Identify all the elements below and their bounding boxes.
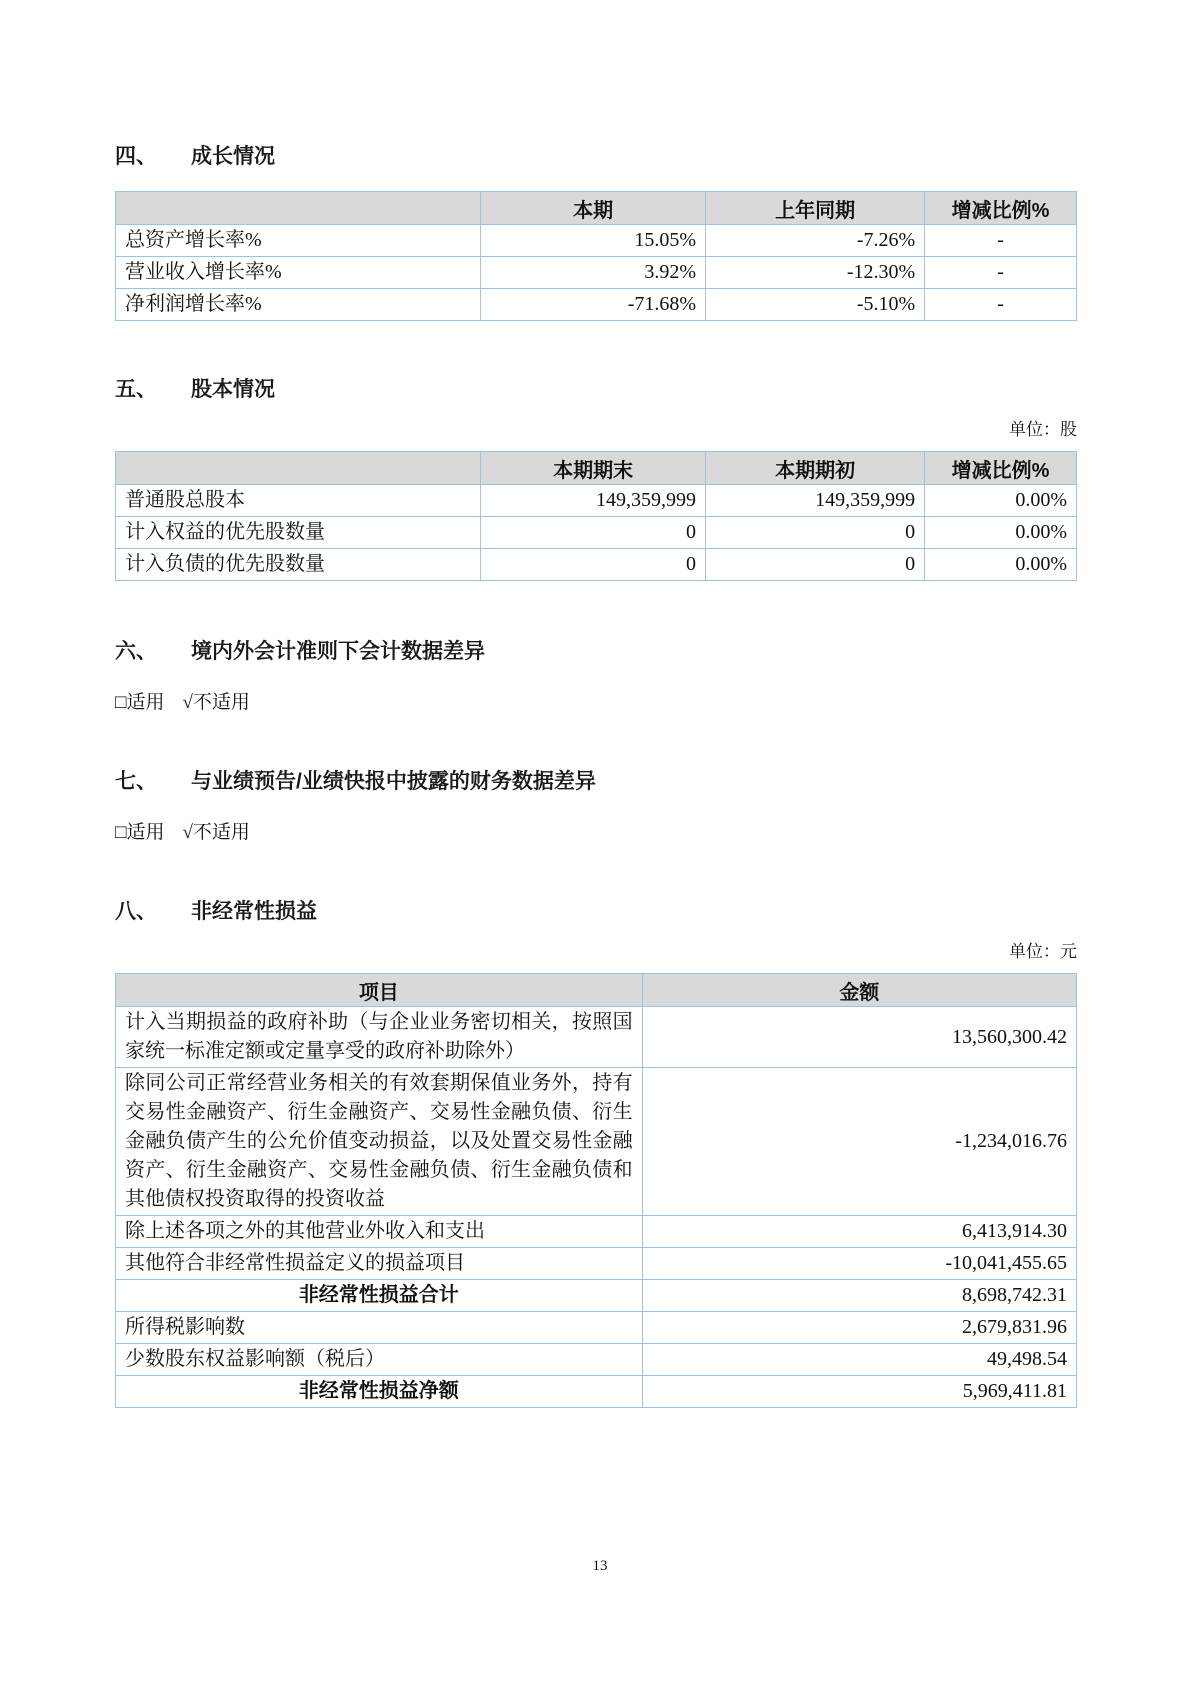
cell-amount: -10,041,455.65	[642, 1248, 1076, 1280]
cell-change: 0.00%	[925, 549, 1077, 581]
section-8-title: 非经常性损益	[191, 900, 317, 923]
section-4-title: 成长情况	[191, 145, 275, 168]
section-5-number: 五、	[115, 378, 157, 401]
share-table-header-row	[116, 452, 1077, 485]
header-cell-change-ratio: 增减比例%	[925, 192, 1077, 225]
section-8-heading	[115, 898, 1077, 926]
header-cell-prior-period: 上年同期	[706, 192, 925, 225]
items-table-header-row	[116, 974, 1077, 1007]
table-row	[116, 289, 1077, 321]
cell-prior: -12.30%	[706, 257, 925, 289]
cell-amount: -1,234,016.76	[642, 1068, 1076, 1216]
table-row	[116, 1248, 1077, 1280]
cell-amount: 49,498.54	[642, 1344, 1076, 1376]
cell-change: -	[925, 257, 1077, 289]
section-7-number: 七、	[115, 770, 157, 793]
table-row	[116, 1312, 1077, 1344]
table-row	[116, 485, 1077, 517]
cell-period-end: 0	[481, 549, 706, 581]
cell-amount: 13,560,300.42	[642, 1007, 1076, 1068]
page-number: 13	[592, 1558, 608, 1574]
row-label: 所得税影响数	[116, 1312, 643, 1344]
header-cell-period-end: 本期期末	[481, 452, 706, 485]
row-label: 计入负债的优先股数量	[116, 549, 481, 581]
row-label: 普通股总股本	[116, 485, 481, 517]
section-5-title: 股本情况	[191, 378, 275, 401]
header-cell-amount: 金额	[642, 974, 1076, 1007]
cell-period-end: 149,359,999	[481, 485, 706, 517]
table-row-total	[116, 1280, 1077, 1312]
section-4-heading	[115, 143, 1077, 171]
header-cell-item: 项目	[116, 974, 643, 1007]
section-6-number: 六、	[115, 640, 157, 663]
row-label: 计入当期损益的政府补助（与企业业务密切相关，按照国家统一标准定额或定量享受的政府补助除外）	[116, 1007, 643, 1068]
table-row-total	[116, 1376, 1077, 1408]
section-6-applicability	[115, 690, 1077, 716]
row-label-net-total: 非经常性损益净额	[116, 1376, 643, 1408]
row-label: 营业收入增长率%	[116, 257, 481, 289]
row-label-total: 非经常性损益合计	[116, 1280, 643, 1312]
cell-amount: 5,969,411.81	[642, 1376, 1076, 1408]
cell-change: 0.00%	[925, 485, 1077, 517]
cell-current: 3.92%	[481, 257, 706, 289]
row-label: 除同公司正常经营业务相关的有效套期保值业务外，持有交易性金融资产、衍生金融资产、交易性金融负债、衍生金融负债产生的公允价值变动损益，以及处置交易性金融资产、衍生金融资产、交易性金融负债、衍生金融负债和其他债权投资取得的投资收益	[116, 1068, 643, 1216]
table-row	[116, 517, 1077, 549]
unit-label-shares: 单位：股	[1009, 420, 1077, 439]
section-5-heading	[115, 376, 1077, 404]
row-label: 计入权益的优先股数量	[116, 517, 481, 549]
table-row	[116, 1344, 1077, 1376]
cell-period-end: 0	[481, 517, 706, 549]
header-cell-period-begin: 本期期初	[706, 452, 925, 485]
section-7-title: 与业绩预告/业绩快报中披露的财务数据差异	[191, 770, 596, 793]
row-label: 除上述各项之外的其他营业外收入和支出	[116, 1216, 643, 1248]
cell-change: -	[925, 225, 1077, 257]
cell-amount: 8,698,742.31	[642, 1280, 1076, 1312]
cell-amount: 2,679,831.96	[642, 1312, 1076, 1344]
table-row	[116, 1007, 1077, 1068]
cell-current: 15.05%	[481, 225, 706, 257]
table-row	[116, 549, 1077, 581]
cell-period-begin: 149,359,999	[706, 485, 925, 517]
unit-label-yuan: 单位：元	[1009, 942, 1077, 961]
table-row	[116, 225, 1077, 257]
row-label: 总资产增长率%	[116, 225, 481, 257]
cell-prior: -5.10%	[706, 289, 925, 321]
row-label: 净利润增长率%	[116, 289, 481, 321]
cell-change: 0.00%	[925, 517, 1077, 549]
cell-current: -71.68%	[481, 289, 706, 321]
header-cell-change-ratio: 增减比例%	[925, 452, 1077, 485]
table-row	[116, 257, 1077, 289]
row-label: 少数股东权益影响额（税后）	[116, 1344, 643, 1376]
cell-period-begin: 0	[706, 549, 925, 581]
header-cell-empty	[116, 452, 481, 485]
applicable-checkbox-label: □适用	[115, 822, 165, 843]
growth-table	[115, 191, 1077, 321]
cell-period-begin: 0	[706, 517, 925, 549]
applicable-checkbox-label: □适用	[115, 692, 165, 713]
section-6-heading	[115, 638, 1077, 666]
header-cell-current-period: 本期	[481, 192, 706, 225]
section-7-heading	[115, 768, 1077, 796]
non-recurring-items-table	[115, 973, 1077, 1408]
cell-prior: -7.26%	[706, 225, 925, 257]
not-applicable-checked-label: √不适用	[182, 822, 250, 843]
growth-table-header-row	[116, 192, 1077, 225]
table-row	[116, 1216, 1077, 1248]
header-cell-empty	[116, 192, 481, 225]
row-label: 其他符合非经常性损益定义的损益项目	[116, 1248, 643, 1280]
report-content	[115, 0, 1077, 1408]
cell-amount: 6,413,914.30	[642, 1216, 1076, 1248]
not-applicable-checked-label: √不适用	[182, 692, 250, 713]
section-4-number: 四、	[115, 145, 157, 168]
section-6-title: 境内外会计准则下会计数据差异	[191, 640, 485, 663]
section-8-number: 八、	[115, 900, 157, 923]
section-7-applicability	[115, 820, 1077, 846]
share-capital-table	[115, 451, 1077, 581]
table-row	[116, 1068, 1077, 1216]
cell-change: -	[925, 289, 1077, 321]
